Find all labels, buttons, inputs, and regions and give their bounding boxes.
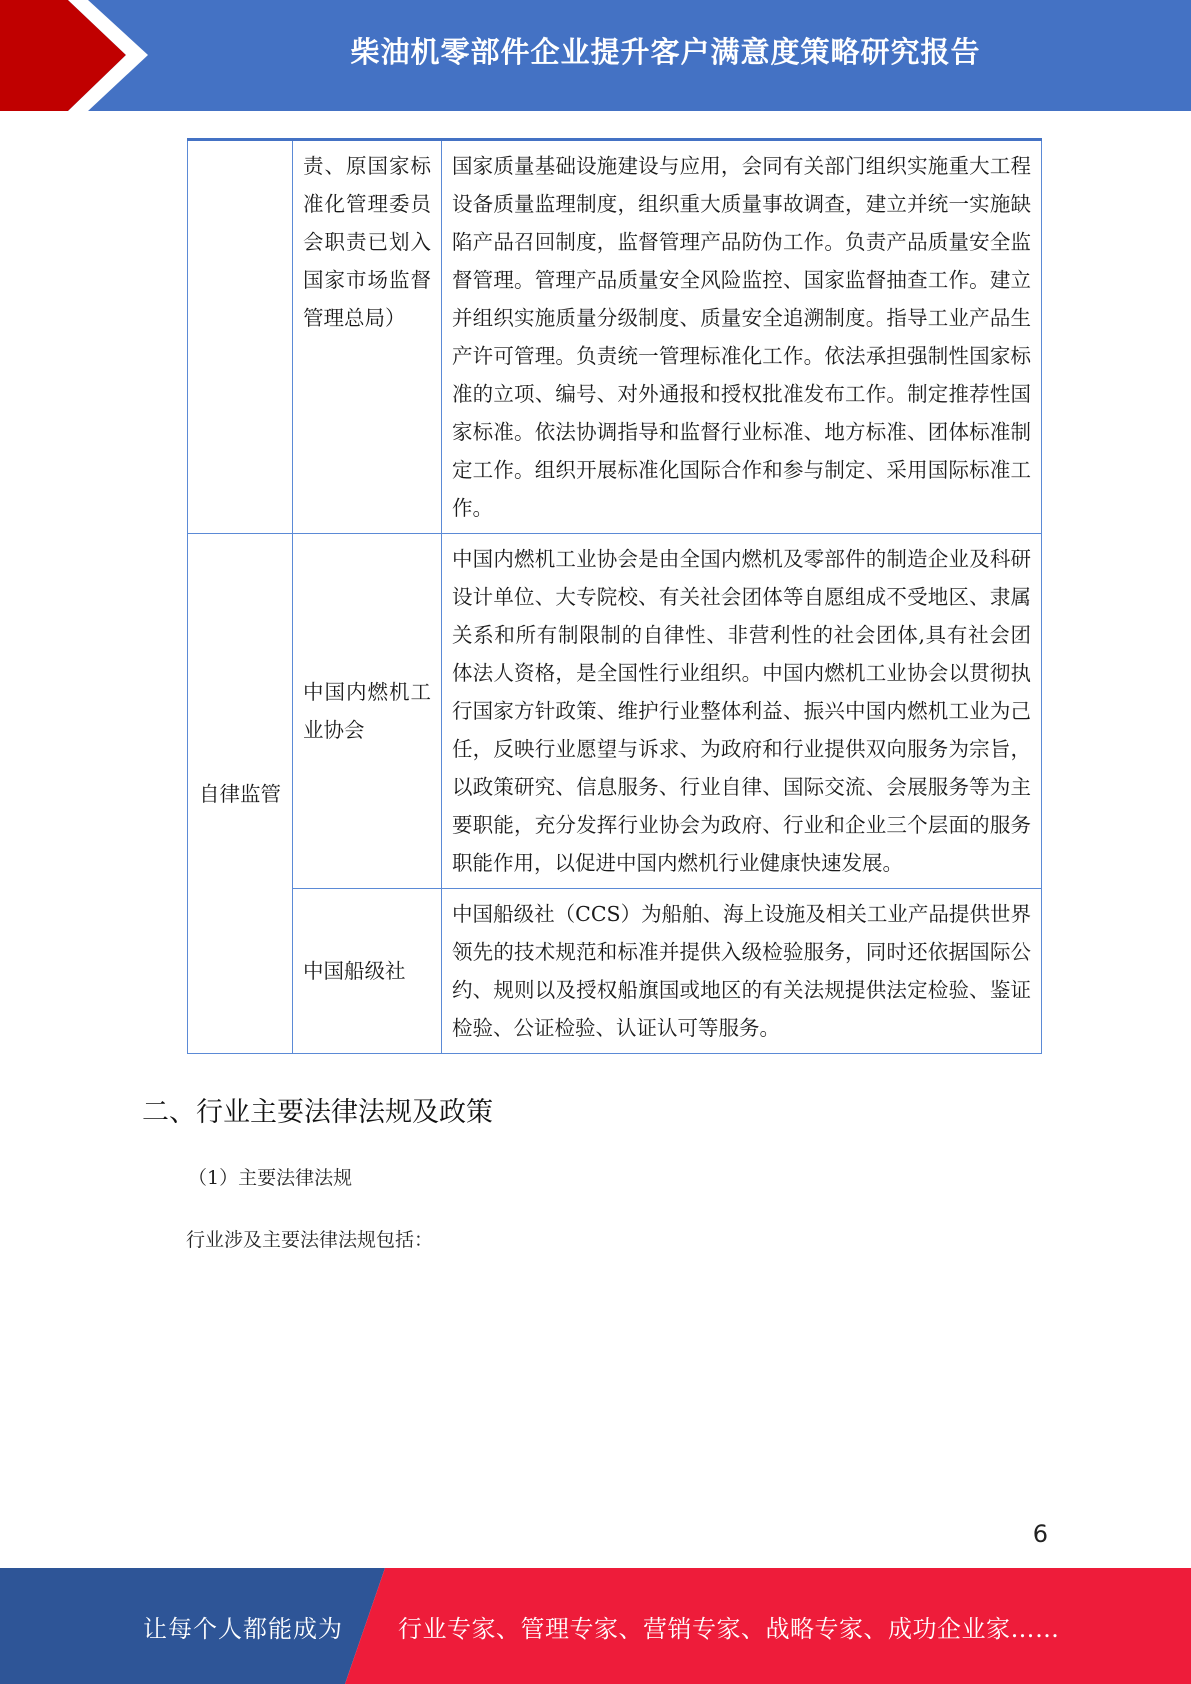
- header-arrow-decoration: [0, 0, 150, 111]
- table-cell-desc: 国家质量基础设施建设与应用，会同有关部门组织实施重大工程设备质量监理制度，组织重大质量事故调查，建立并统一实施缺陷产品召回制度，监督管理产品防伪工作。负责产品质量安全监督管理。管理产品质量安全风险监控、国家监督抽查工作。建立并组织实施质量分级制度、质量安全追溯制度。指导工业产品生产许可管理。负责统一管理标准化工作。依法承担强制性国家标准的立项、编号、对外通报和授权批准发布工作。制定推荐性国家标准。依法协调指导和监督行业标准、地方标准、团体标准制定工作。组织开展标准化国际合作和参与制定、采用国际标准工作。: [442, 140, 1042, 534]
- table-cell-desc: 中国船级社（CCS）为船舶、海上设施及相关工业产品提供世界领先的技术规范和标准并提供入级检验服务，同时还依据国际公约、规则以及授权船旗国或地区的有关法规提供法定检验、鉴证检验、公证检验、认证认可等服务。: [442, 889, 1042, 1054]
- table-cell-org: 责、原国家标准化管理委员会职责已划入国家市场监督管理总局）: [293, 140, 442, 534]
- table-row: [188, 140, 1042, 534]
- report-title: 柴油机零部件企业提升客户满意度策略研究报告: [350, 35, 981, 69]
- body-paragraph: 行业涉及主要法律法规包括：: [186, 1229, 434, 1251]
- table-cell-category: 自律监管: [188, 534, 293, 1054]
- page-number: 6: [1032, 1520, 1048, 1548]
- footer-slogan-left: 让每个人都能成为: [143, 1615, 343, 1643]
- table-cell-desc: 中国内燃机工业协会是由全国内燃机及零部件的制造企业及科研设计单位、大专院校、有关社会团体等自愿组成不受地区、隶属关系和所有制限制的自律性、非营利性的社会团体,具有社会团体法人资格，是全国性行业组织。中国内燃机工业协会以贯彻执行国家方针政策、维护行业整体利益、振兴中国内燃机工业为己任，反映行业愿望与诉求、为政府和行业提供双向服务为宗旨，以政策研究、信息服务、行业自律、国际交流、会展服务等为主要职能，充分发挥行业协会为政府、行业和企业三个层面的服务职能作用，以促进中国内燃机行业健康快速发展。: [442, 534, 1042, 889]
- footer-slogan-right: 行业专家、管理专家、营销专家、战略专家、成功企业家……: [398, 1615, 1060, 1643]
- page-header: [0, 0, 1191, 111]
- table-row: [188, 889, 1042, 1054]
- table-cell-org: 中国内燃机工业协会: [293, 534, 442, 889]
- table-row: [188, 534, 1042, 889]
- sub-heading: （1）主要法律法规: [188, 1167, 353, 1189]
- regulatory-bodies-table: [187, 138, 1042, 1054]
- section-heading: 二、行业主要法律法规及政策: [142, 1097, 493, 1128]
- table-cell-org: 中国船级社: [293, 889, 442, 1054]
- table-cell-category: [188, 140, 293, 534]
- page-footer: [0, 1568, 1191, 1684]
